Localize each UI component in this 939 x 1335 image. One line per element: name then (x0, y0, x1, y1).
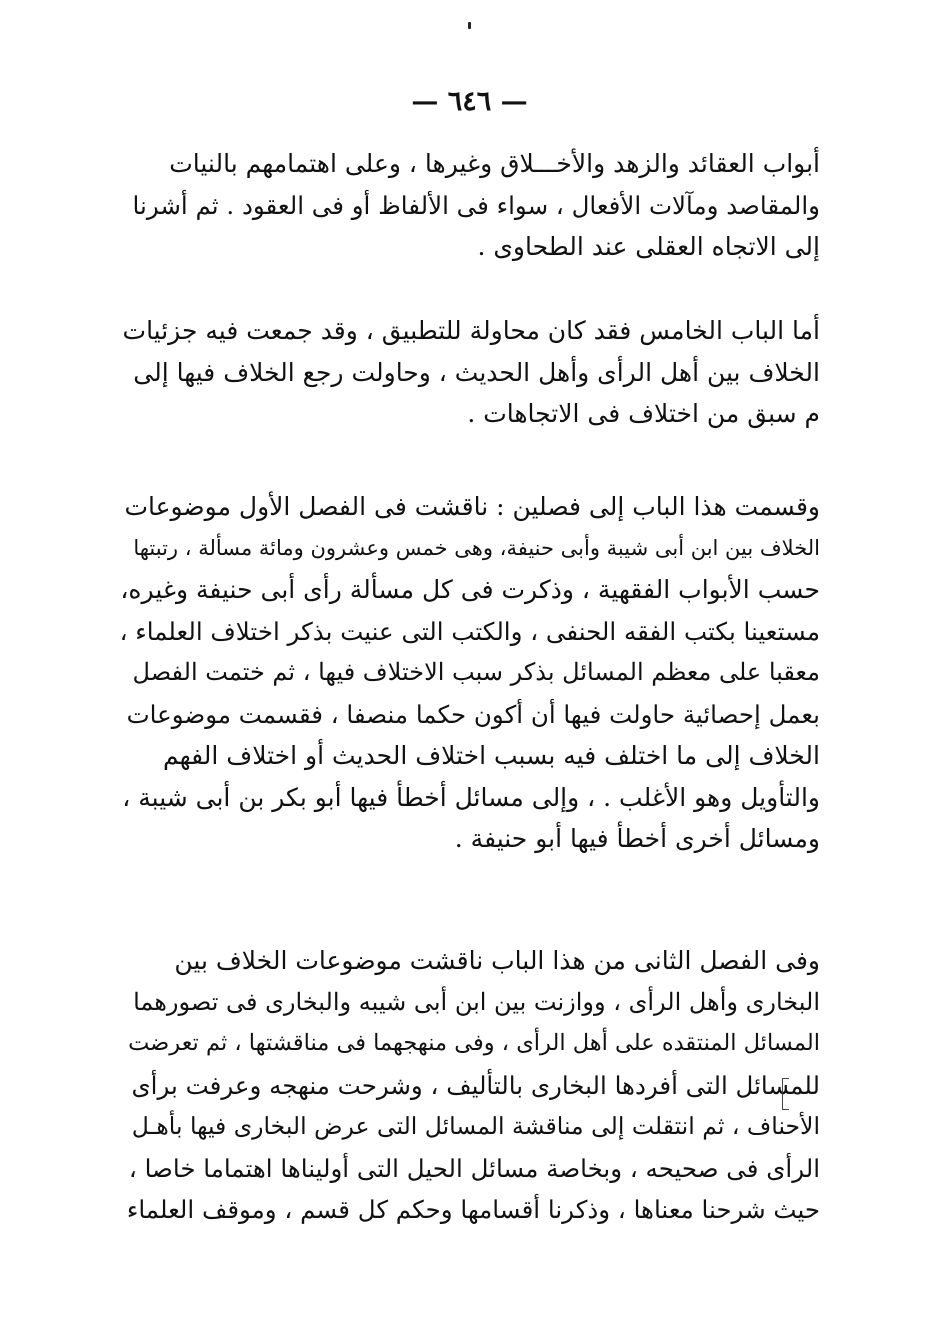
paragraph-3 (120, 486, 820, 860)
paragraph-1 (120, 143, 820, 268)
text-line: والمقاصد ومآلات الأفعال ، سواء فى الألفاظ أو فى العقود . ثم أشرنا (132, 190, 820, 220)
text-line: أما الباب الخامس فقد كان محاولة للتطبيق ، وقد جمعت فيه جزئيات (122, 316, 820, 345)
text-line: الأحناف ، ثم انتقلت إلى مناقشة المسائل التى عرض البخارى فيها بأهـل (131, 1112, 820, 1140)
text-line: والتأويل وهو الأغلب . ، وإلى مسائل أخطأ فيها أبو بكر بن أبى شيبة ، (122, 782, 820, 812)
text-line: المسائل المنتقده على أهل الرأى ، وفى منهجهما فى مناقشتها ، ثم تعرضت (128, 1030, 820, 1056)
text-line: الخلاف إلى ما اختلف فيه بسبب اختلاف الحديث أو اختلاف الفهم (162, 741, 820, 770)
page-number: — ٦٤٦ — (411, 86, 528, 117)
text-line: إلى الاتجاه العقلى عند الطحاوى . (477, 232, 820, 261)
text-line: حسب الأبواب الفقهية ، وذكرت فى كل مسألة رأى أبى حنيفة وغيره، (120, 575, 820, 604)
margin-bracket-mark (782, 1078, 789, 1110)
text-line: وفى الفصل الثانى من هذا الباب ناقشت موضوعات الخلاف بين (174, 946, 820, 975)
text-line: الرأى فى صحيحه ، وبخاصة مسائل الحيل التى أوليناها اهتماما خاصا ، (128, 1153, 820, 1183)
text-line: أبواب العقائد والزهد والأخـــلاق وغيرها ، وعلى اهتمامهم بالنيات (169, 149, 820, 178)
text-line: الخلاف بين أهل الرأى وأهل الحديث ، وحاولت رجع الخلاف فيها إلى (133, 357, 820, 387)
text-line: معقبا على معظم المسائل بذكر سبب الاختلاف فيها ، ثم ختمت الفصل (132, 658, 820, 686)
text-line: البخارى وأهل الرأى ، ووازنت بين ابن أبى شيبه والبخارى فى تصورهما (133, 987, 820, 1016)
paragraph-4 (120, 940, 820, 1231)
text-line: ومسائل أخرى أخطأ فيها أبو حنيفة . (454, 824, 820, 853)
text-line: الخلاف بين ابن أبى شيبة وأبى حنيفة، وهى خمس وعشرون ومائة مسألة ، رتبتها (133, 535, 820, 560)
text-line: للمسائل التى أفردها البخارى بالتأليف ، وشرحت منهجه وعرفت برأى (131, 1070, 820, 1100)
ink-speck (468, 22, 471, 29)
text-line: مستعينا بكتب الفقه الحنفى ، والكتب التى عنيت بذكر اختلاف العلماء ، (120, 616, 820, 646)
text-line: وقسمت هذا الباب إلى فصلين : ناقشت فى الفصل الأول موضوعات (124, 492, 820, 521)
paragraph-2 (120, 310, 820, 435)
text-line: بعمل إحصائية حاولت فيها أن أكون حكما منصفا ، فقسمت موضوعات (126, 699, 820, 729)
text-line: م سبق من اختلاف فى الاتجاهات . (467, 399, 820, 428)
text-line: حيث شرحنا معناها ، وذكرنا أقسامها وحكم كل قسم ، وموقف العلماء (126, 1195, 820, 1224)
